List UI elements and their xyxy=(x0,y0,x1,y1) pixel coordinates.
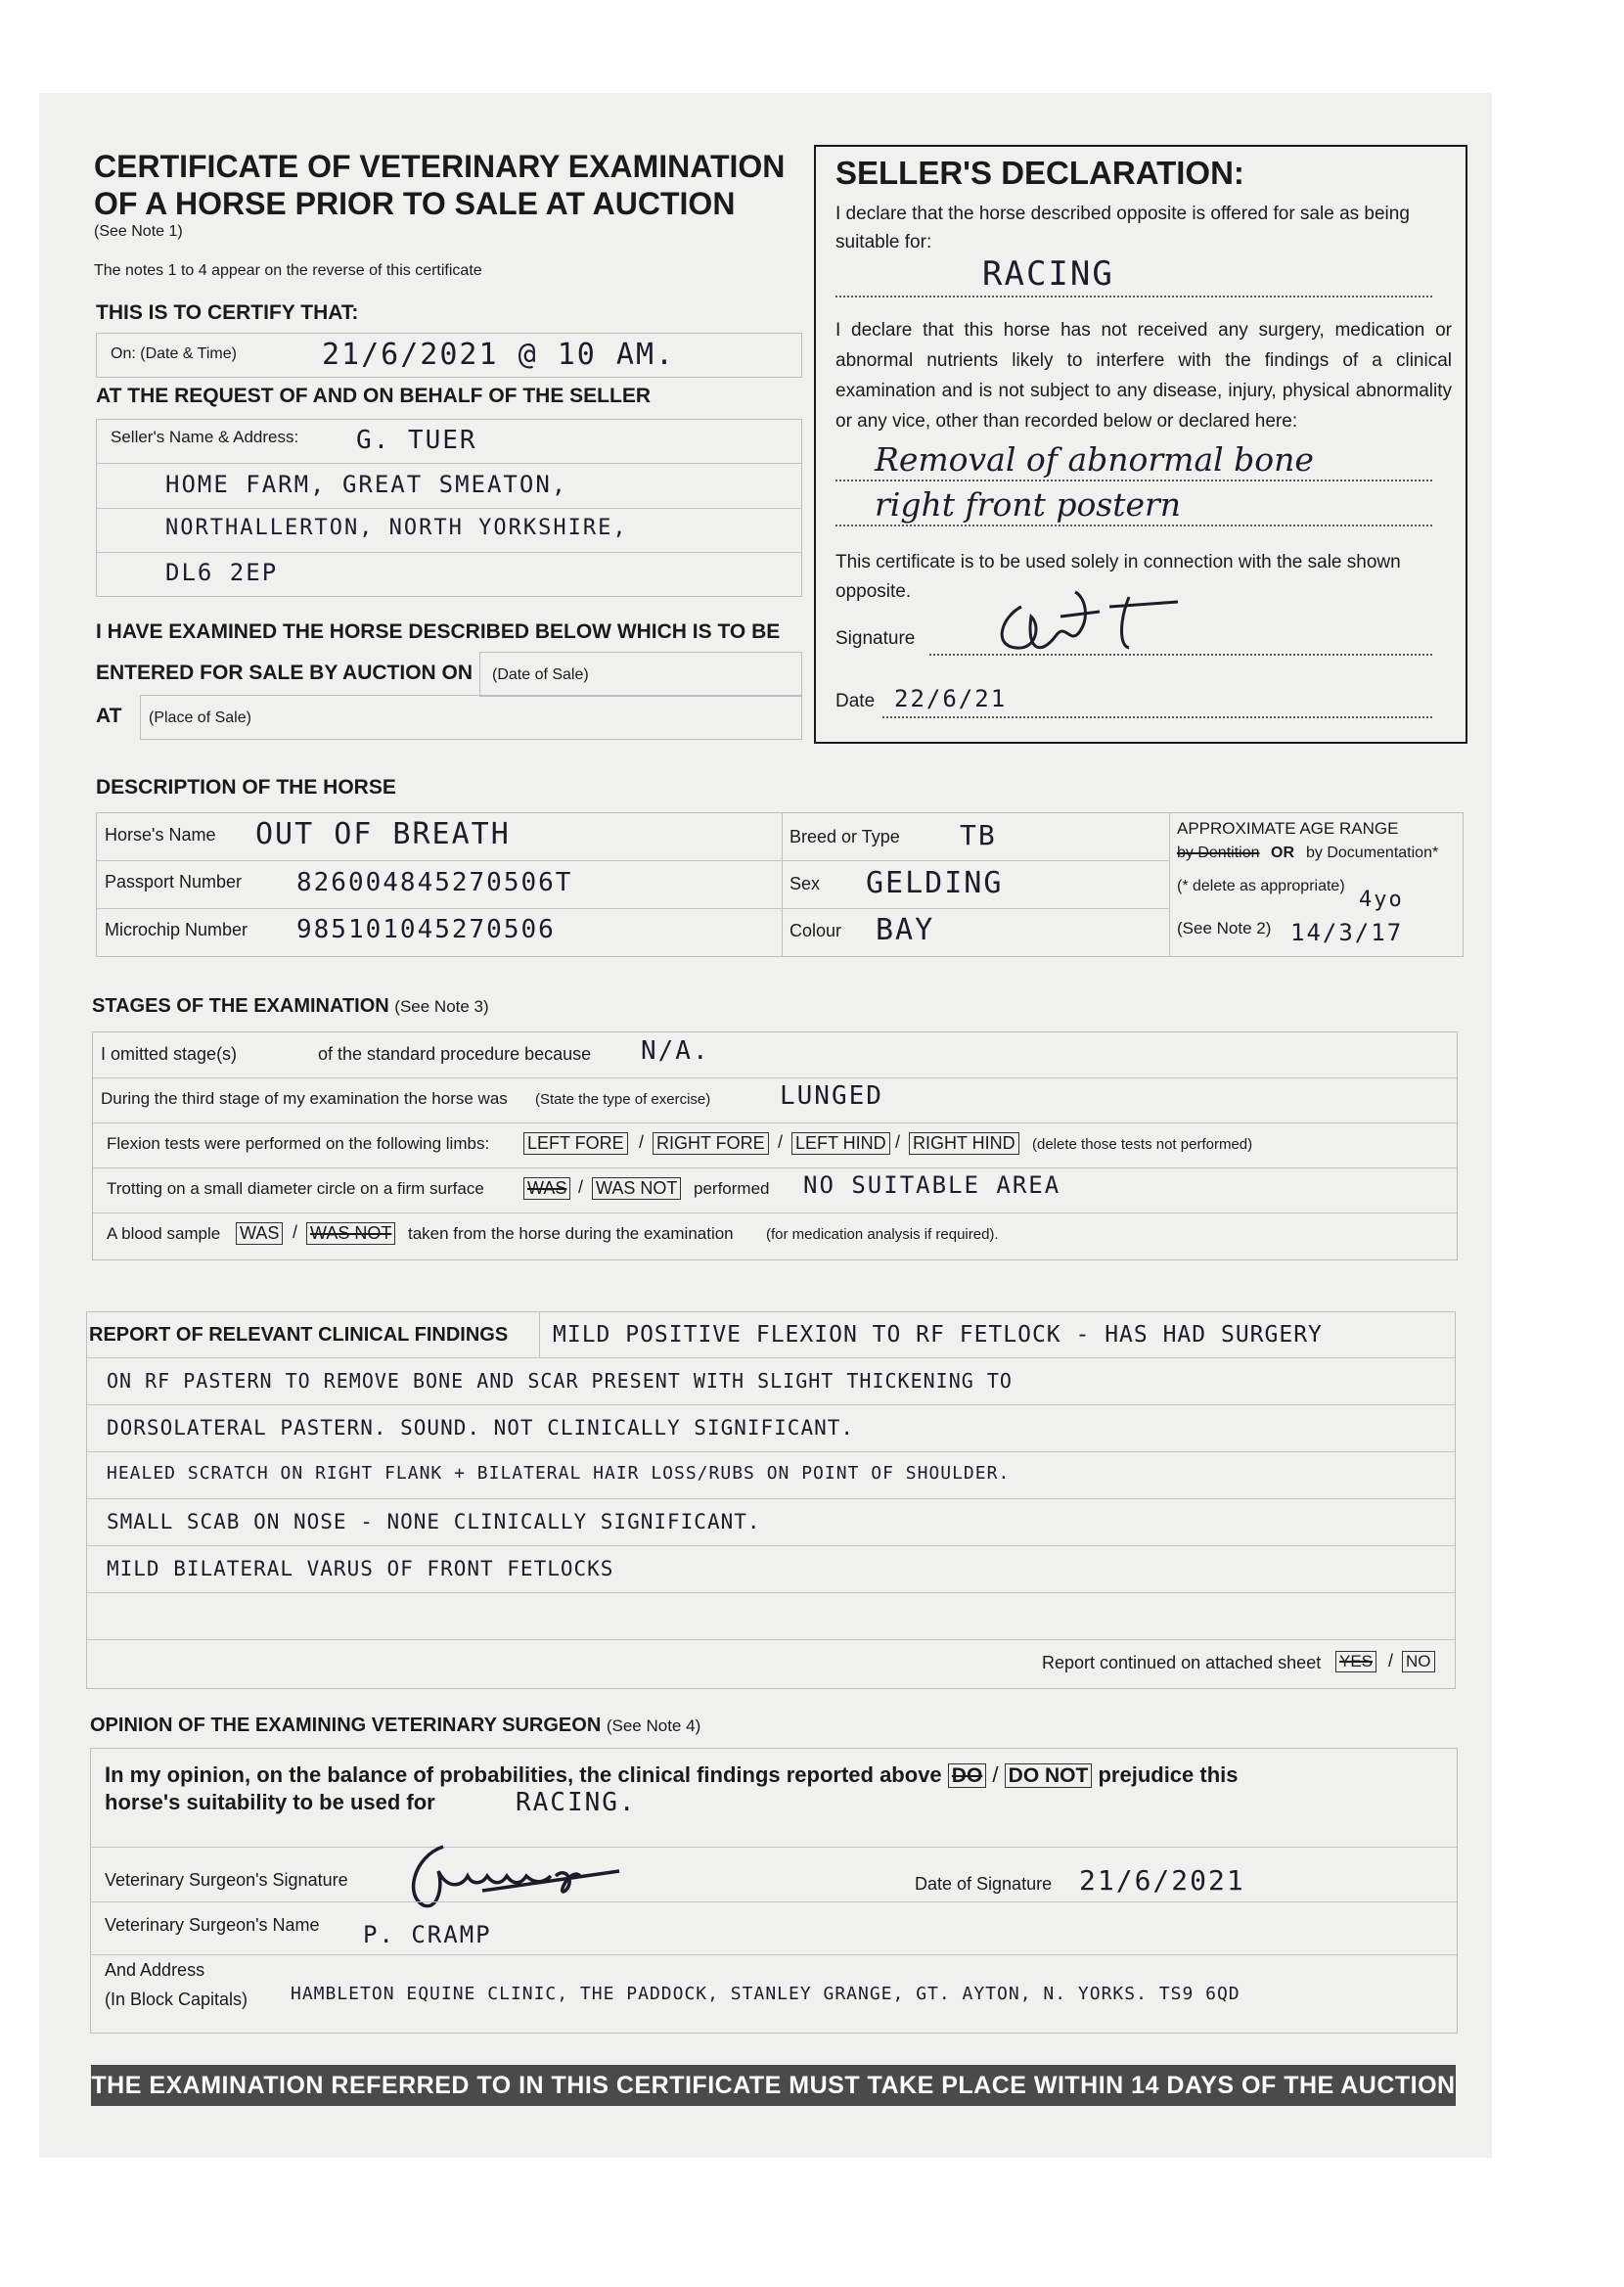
delete-note: (* delete as appropriate) xyxy=(1177,878,1345,894)
limb-right-fore: RIGHT FORE xyxy=(653,1132,769,1155)
declaration-heading: SELLER'S DECLARATION: xyxy=(835,155,1244,191)
limb-left-fore: LEFT FORE xyxy=(523,1132,628,1155)
declared-value2: right front postern xyxy=(875,485,1182,524)
seller-name: G. TUER xyxy=(356,426,477,455)
report-line5: SMALL SCAB ON NOSE - NONE CLINICALLY SIGNIFICANT. xyxy=(107,1510,761,1533)
sex-value: GELDING xyxy=(866,866,1004,900)
date-signature-value: 21/6/2021 xyxy=(1079,1864,1245,1897)
limb-right-hind: RIGHT HIND xyxy=(909,1132,1019,1155)
vet-name-label: Veterinary Surgeon's Name xyxy=(105,1915,320,1935)
trotting-label: Trotting on a small diameter circle on a firm surface xyxy=(107,1179,484,1198)
horse-table xyxy=(96,812,1464,957)
opinion-do: DO xyxy=(948,1763,987,1788)
certify-heading: THIS IS TO CERTIFY THAT: xyxy=(96,301,359,324)
seller-address-line2: NORTHALLERTON, NORTH YORKSHIRE, xyxy=(165,516,628,540)
report-line1: MILD POSITIVE FLEXION TO RF FETLOCK - HAS HAD SURGERY xyxy=(553,1322,1323,1348)
date-label: Date xyxy=(835,691,876,711)
report-line3: DORSOLATERAL PASTERN. SOUND. NOT CLINICALLY SIGNIFICANT. xyxy=(107,1416,855,1440)
opinion-use-value: RACING. xyxy=(516,1788,637,1817)
place-of-sale-box xyxy=(140,695,802,740)
footer-banner: THE EXAMINATION REFERRED TO IN THIS CERTIFICATE MUST TAKE PLACE WITHIN 14 DAYS OF THE AUCTION xyxy=(91,2065,1456,2106)
omitted-value: N/A. xyxy=(641,1036,710,1066)
stages-heading: STAGES OF THE EXAMINATION xyxy=(92,995,389,1017)
vet-name-value: P. CRAMP xyxy=(363,1921,492,1948)
trotting-was-not: WAS NOT xyxy=(592,1177,681,1200)
blood-rest: taken from the horse during the examination xyxy=(408,1224,734,1243)
age-value: 4yo xyxy=(1359,888,1404,912)
date-of-sale-label: (Date of Sale) xyxy=(492,666,589,683)
opinion-text-c: horse's suitability to be used for xyxy=(105,1790,435,1814)
breed-label: Breed or Type xyxy=(789,827,900,846)
report-heading: REPORT OF RELEVANT CLINICAL FINDINGS xyxy=(89,1324,509,1346)
third-stage-label: During the third stage of my examination the horse was xyxy=(101,1089,508,1108)
passport-label: Passport Number xyxy=(105,872,243,892)
examined-heading: I HAVE EXAMINED THE HORSE DESCRIBED BELOW WHICH IS TO BE xyxy=(96,620,781,643)
vet-signature-label: Veterinary Surgeon's Signature xyxy=(105,1870,348,1890)
continued-yes: YES xyxy=(1335,1651,1376,1672)
seller-label: Seller's Name & Address: xyxy=(111,428,299,446)
title-line1: CERTIFICATE OF VETERINARY EXAMINATION xyxy=(94,149,786,184)
signature-label: Signature xyxy=(835,628,916,649)
report-line4: HEALED SCRATCH ON RIGHT FLANK + BILATERAL HAIR LOSS/RUBS ON POINT OF SHOULDER. xyxy=(107,1463,1011,1484)
microchip-label: Microchip Number xyxy=(105,920,248,939)
limb-left-hind: LEFT HIND xyxy=(791,1132,890,1155)
flexion-label: Flexion tests were performed on the following limbs: xyxy=(107,1134,490,1153)
declared-line2 xyxy=(835,485,1432,526)
trotting-performed: performed xyxy=(694,1179,770,1198)
trotting-was: WAS xyxy=(523,1177,570,1200)
passport-value: 826004845270506T xyxy=(296,868,573,897)
sex-label: Sex xyxy=(789,874,821,893)
report-line2: ON RF PASTERN TO REMOVE BONE AND SCAR PRESENT WITH SLIGHT THICKENING TO xyxy=(107,1369,1013,1393)
seller-signature xyxy=(982,577,1207,665)
date-of-sale-box xyxy=(479,652,802,697)
date-signature-label: Date of Signature xyxy=(915,1874,1053,1894)
age-heading: APPROXIMATE AGE RANGE xyxy=(1177,819,1399,838)
see-note3: (See Note 3) xyxy=(394,997,489,1016)
colour-value: BAY xyxy=(876,913,935,947)
declared-value1: Removal of abnormal bone xyxy=(875,440,1314,479)
third-stage-value: LUNGED xyxy=(780,1081,883,1111)
on-date-value: 21/6/2021 @ 10 AM. xyxy=(322,338,676,372)
blood-note: (for medication analysis if required). xyxy=(766,1226,999,1243)
title-line2: OF A HORSE PRIOR TO SALE AT AUCTION xyxy=(94,186,736,221)
see-note2: (See Note 2) xyxy=(1177,919,1272,938)
blood-was: WAS xyxy=(236,1222,283,1245)
declaration-text3: This certificate is to be used solely in connection with the sale shown opposite. xyxy=(835,552,1401,602)
microchip-value: 985101045270506 xyxy=(296,915,556,944)
third-stage-hint: (State the type of exercise) xyxy=(535,1091,711,1108)
trotting-value: NO SUITABLE AREA xyxy=(803,1171,1061,1199)
stages-table: I omitted stage(s) of the standard procedure because N/A. During the third stage of my examination the horse was (State the type of exercise) LUNGED Flexion tests were performed on the following limbs: LEFT FORE / RIGHT FORE / LEFT HIND / RIGHT HIND (delete those tests not performed) Trotting on a small diameter circle on a firm surface WAS / WAS NOT performed NO SUITABLE AREA A blood sample WAS / WAS NOT taken from the horse during the examination (for medication analysis if required). xyxy=(92,1031,1458,1260)
declaration-text1: I declare that the horse described opposite is offered for sale as being suitable for: xyxy=(835,204,1410,252)
opinion-text-a: In my opinion, on the balance of probabilities, the clinical findings reported above xyxy=(105,1762,942,1787)
suitable-for-value: RACING xyxy=(982,254,1114,294)
suitable-for-line xyxy=(835,254,1432,297)
date-line xyxy=(882,685,1432,718)
breed-value: TB xyxy=(960,819,997,851)
entered-heading: ENTERED FOR SALE BY AUCTION ON xyxy=(96,662,474,684)
declared-line1 xyxy=(835,440,1432,481)
see-note1: (See Note 1) xyxy=(94,223,183,240)
continued-label: Report continued on attached sheet xyxy=(1042,1653,1322,1672)
report-box: REPORT OF RELEVANT CLINICAL FINDINGS MILD POSITIVE FLEXION TO RF FETLOCK - HAS HAD SURGERY ON RF PASTERN TO REMOVE BONE AND SCAR PRESENT WITH SLIGHT THICKENING TO DORSOLATERAL PASTERN. SOUND. NOT CLINICALLY SIGNIFICANT. HEALED SCRATCH ON RIGHT FLANK + BILATERAL HAIR LOSS/RUBS ON POINT OF SHOULDER. SMALL SCAB ON NOSE - NONE CLINICALLY SIGNIFICANT. MILD BILATERAL VARUS OF FRONT FETLOCKS Report continued on attached sheet YES / NO xyxy=(86,1311,1456,1689)
flexion-note: (delete those tests not performed) xyxy=(1032,1136,1253,1153)
request-heading: AT THE REQUEST OF AND ON BEHALF OF THE SELLER xyxy=(96,385,651,407)
seller-declaration-box xyxy=(814,145,1467,744)
omitted-label: I omitted stage(s) xyxy=(101,1044,238,1064)
horse-name-label: Horse's Name xyxy=(105,825,216,845)
horse-heading: DESCRIPTION OF THE HORSE xyxy=(96,776,396,799)
opinion-line-a: In my opinion, on the balance of probabilities, the clinical findings reported above DO / DO NOT prejudice this xyxy=(105,1762,1239,1787)
report-line6: MILD BILATERAL VARUS OF FRONT FETLOCKS xyxy=(107,1557,614,1580)
horse-name-value: OUT OF BREATH xyxy=(255,817,511,851)
seller-address-box xyxy=(96,419,802,597)
blood-was-not: WAS NOT xyxy=(306,1222,395,1245)
omitted-because: of the standard procedure because xyxy=(318,1044,592,1064)
blood-label: A blood sample xyxy=(107,1224,221,1243)
on-date-box xyxy=(96,333,802,378)
place-of-sale-label: (Place of Sale) xyxy=(149,709,251,726)
by-dentition: by Dentition xyxy=(1177,845,1260,861)
seller-address-line1: HOME FARM, GREAT SMEATON, xyxy=(165,471,568,498)
continued-no: NO xyxy=(1402,1651,1435,1672)
by-documentation: by Documentation* xyxy=(1306,845,1439,861)
declaration-date-value: 22/6/21 xyxy=(894,685,1008,712)
colour-label: Colour xyxy=(789,921,842,940)
dob-value: 14/3/17 xyxy=(1290,919,1404,946)
opinion-box xyxy=(90,1748,1458,2034)
at-label: AT xyxy=(96,705,122,727)
opinion-text-b: prejudice this xyxy=(1098,1762,1239,1787)
address-value: HAMBLETON EQUINE CLINIC, THE PADDOCK, STANLEY GRANGE, GT. AYTON, N. YORKS. TS9 6QD xyxy=(291,1984,1241,2004)
opinion-heading: OPINION OF THE EXAMINING VETERINARY SURGEON xyxy=(90,1715,602,1736)
or-text: OR xyxy=(1271,845,1294,861)
opinion-heading-row xyxy=(90,1715,700,1737)
declaration-text2: I declare that this horse has not received any surgery, medication or abnormal nutrients likely to interfere with the findings of a clinical examination and is not subject to any disease, injury, physical abnormality or any vice, other than recorded below or declared here: xyxy=(835,320,1452,432)
address-label1: And Address xyxy=(105,1960,205,1980)
notes-info: The notes 1 to 4 appear on the reverse of this certificate xyxy=(94,262,482,279)
see-note4: (See Note 4) xyxy=(606,1716,701,1735)
address-label2: (In Block Capitals) xyxy=(105,1990,248,2009)
opinion-do-not: DO NOT xyxy=(1005,1763,1093,1788)
on-date-label: On: (Date & Time) xyxy=(111,345,237,362)
seller-address-line3: DL6 2EP xyxy=(165,559,279,586)
stages-heading-row xyxy=(92,995,489,1018)
